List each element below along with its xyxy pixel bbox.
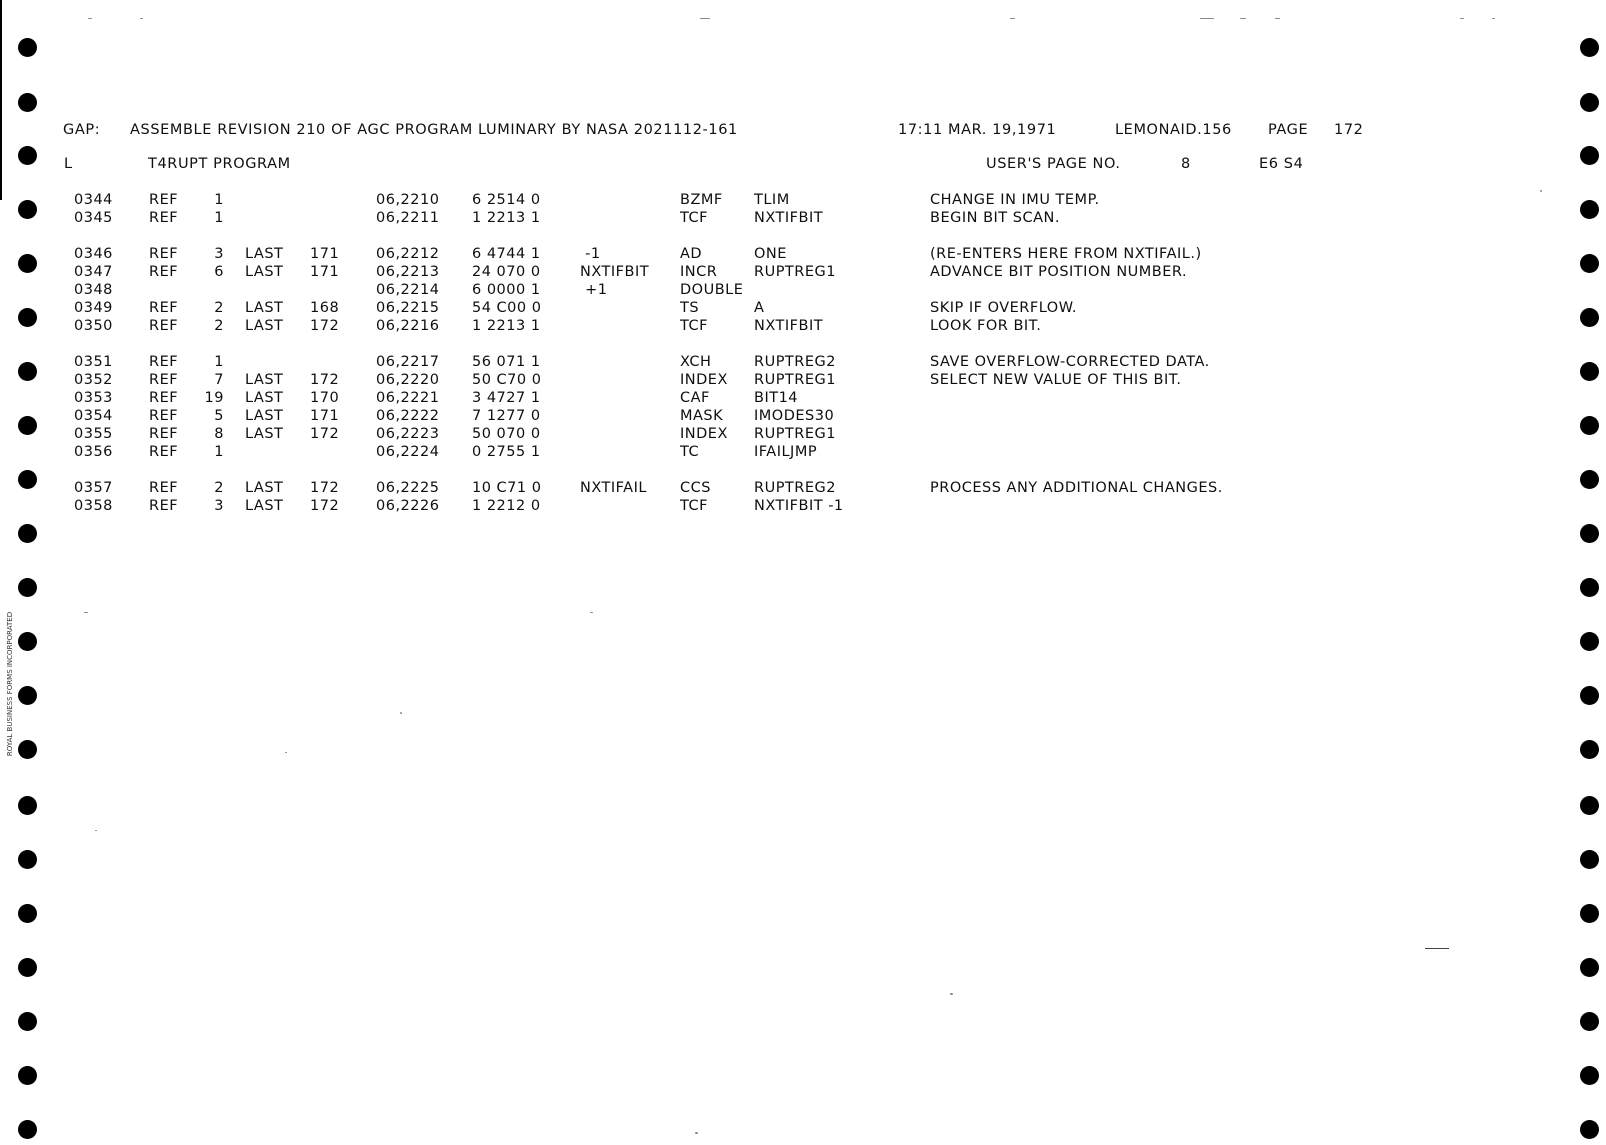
cell-addr: 06,2222 <box>376 408 440 424</box>
listing-row <box>0 407 1606 425</box>
left-tractor-holes <box>18 0 42 1145</box>
cell-line: 0350 <box>74 318 113 334</box>
section-title: T4RUPT PROGRAM <box>148 156 291 172</box>
tractor-hole <box>1580 1120 1599 1139</box>
cell-addr: 06,2220 <box>376 372 440 388</box>
tractor-hole <box>1580 850 1599 869</box>
speck <box>1492 18 1495 19</box>
cell-comment: CHANGE IN IMU TEMP. <box>930 192 1100 208</box>
tractor-hole <box>1580 1012 1599 1031</box>
cell-ref: REF <box>149 264 179 280</box>
cell-op: INDEX <box>680 426 728 442</box>
cell-operand: IMODES30 <box>754 408 835 424</box>
cell-operand: A <box>754 300 765 316</box>
cell-addr: 06,2221 <box>376 390 440 406</box>
cell-op: TCF <box>680 210 708 226</box>
listing-row <box>0 317 1606 335</box>
cell-word: 50 C70 0 <box>472 372 542 388</box>
cell-count: 2 <box>214 480 224 496</box>
speck <box>88 18 92 19</box>
cell-count: 19 <box>204 390 224 406</box>
listing-row <box>0 263 1606 281</box>
cell-ref: REF <box>149 444 179 460</box>
listing-row <box>0 443 1606 461</box>
cell-addr: 06,2223 <box>376 426 440 442</box>
cell-operand: RUPTREG1 <box>754 264 836 280</box>
tractor-hole <box>18 1066 37 1085</box>
cell-count: 1 <box>214 444 224 460</box>
speck <box>1010 18 1015 19</box>
cell-op: TC <box>680 444 700 460</box>
cell-count: 1 <box>214 210 224 226</box>
cell-ref: REF <box>149 192 179 208</box>
cell-count: 8 <box>214 426 224 442</box>
listing-row <box>0 191 1606 209</box>
cell-word: 6 0000 1 <box>472 282 541 298</box>
cell-operand: TLIM <box>754 192 790 208</box>
listing-row <box>0 281 1606 299</box>
listing-row <box>0 245 1606 263</box>
cell-comment: SELECT NEW VALUE OF THIS BIT. <box>930 372 1182 388</box>
tractor-hole <box>18 850 37 869</box>
cell-operand: RUPTREG1 <box>754 426 836 442</box>
assembly-line: ASSEMBLE REVISION 210 OF AGC PROGRAM LUMINARY BY NASA 2021112-161 <box>130 122 738 138</box>
section-code: E6 S4 <box>1259 156 1304 172</box>
cell-label: NXTIFBIT <box>580 264 650 280</box>
cell-lastpg: 171 <box>310 264 340 280</box>
tractor-hole <box>1580 93 1599 112</box>
cell-lastpg: 170 <box>310 390 340 406</box>
speck <box>95 830 97 831</box>
cell-count: 3 <box>214 246 224 262</box>
cell-word: 7 1277 0 <box>472 408 541 424</box>
cell-operand: IFAILJMP <box>754 444 818 460</box>
cell-ref: REF <box>149 210 179 226</box>
cell-comment: SAVE OVERFLOW-CORRECTED DATA. <box>930 354 1210 370</box>
cell-line: 0351 <box>74 354 113 370</box>
cell-word: 1 2213 1 <box>472 210 541 226</box>
cell-operand: NXTIFBIT <box>754 210 824 226</box>
cell-count: 1 <box>214 192 224 208</box>
cell-label: -1 <box>580 246 601 262</box>
cell-line: 0347 <box>74 264 113 280</box>
cell-operand: NXTIFBIT <box>754 318 824 334</box>
listing-row <box>0 389 1606 407</box>
stray-mark <box>1425 948 1449 949</box>
tractor-hole <box>1580 524 1599 543</box>
speck <box>140 18 143 19</box>
tractor-hole <box>1580 578 1599 597</box>
listing-timestamp: 17:11 MAR. 19,1971 <box>898 122 1057 138</box>
cell-addr: 06,2226 <box>376 498 440 514</box>
speck <box>950 993 953 995</box>
cell-word: 0 2755 1 <box>472 444 541 460</box>
cell-line: 0357 <box>74 480 113 496</box>
cell-lastpg: 172 <box>310 498 340 514</box>
cell-word: 10 C71 0 <box>472 480 542 496</box>
cell-ref: REF <box>149 300 179 316</box>
speck <box>1240 18 1246 19</box>
cell-op: AD <box>680 246 703 262</box>
tractor-hole <box>18 1120 37 1139</box>
cell-count: 6 <box>214 264 224 280</box>
page-number: 172 <box>1334 122 1364 138</box>
cell-line: 0345 <box>74 210 113 226</box>
cell-ref: REF <box>149 390 179 406</box>
cell-lastpg: 172 <box>310 372 340 388</box>
left-edge-mark <box>0 0 2 200</box>
cell-line: 0344 <box>74 192 113 208</box>
cell-word: 56 071 1 <box>472 354 541 370</box>
cell-word: 1 2212 0 <box>472 498 541 514</box>
cell-ref: REF <box>149 246 179 262</box>
cell-word: 50 070 0 <box>472 426 541 442</box>
cell-operand: NXTIFBIT -1 <box>754 498 844 514</box>
cell-last: LAST <box>245 246 284 262</box>
cell-label: +1 <box>580 282 608 298</box>
cell-lastpg: 171 <box>310 246 340 262</box>
cell-op: INCR <box>680 264 718 280</box>
cell-count: 1 <box>214 354 224 370</box>
cell-count: 2 <box>214 300 224 316</box>
tractor-hole <box>1580 686 1599 705</box>
listing-row <box>0 353 1606 371</box>
cell-ref: REF <box>149 372 179 388</box>
cell-comment: ADVANCE BIT POSITION NUMBER. <box>930 264 1188 280</box>
tractor-hole <box>18 38 37 57</box>
users-page-number: 8 <box>1181 156 1191 172</box>
cell-last: LAST <box>245 390 284 406</box>
cell-operand: ONE <box>754 246 787 262</box>
cell-op: CAF <box>680 390 710 406</box>
cell-op: CCS <box>680 480 711 496</box>
tractor-hole <box>18 796 37 815</box>
listing-row <box>0 209 1606 227</box>
tractor-hole <box>18 93 37 112</box>
cell-addr: 06,2216 <box>376 318 440 334</box>
cell-addr: 06,2214 <box>376 282 440 298</box>
listing-row <box>0 425 1606 443</box>
tractor-hole <box>1580 146 1599 165</box>
cell-word: 3 4727 1 <box>472 390 541 406</box>
cell-op: TCF <box>680 318 708 334</box>
cell-operand: RUPTREG2 <box>754 480 836 496</box>
tractor-hole <box>18 904 37 923</box>
tractor-hole <box>1580 1066 1599 1085</box>
cell-line: 0355 <box>74 426 113 442</box>
cell-last: LAST <box>245 408 284 424</box>
speck <box>1460 18 1464 19</box>
speck <box>285 752 287 753</box>
cell-word: 1 2213 1 <box>472 318 541 334</box>
cell-op: BZMF <box>680 192 723 208</box>
tractor-hole <box>1580 632 1599 651</box>
tractor-hole <box>18 578 37 597</box>
cell-line: 0356 <box>74 444 113 460</box>
cell-ref: REF <box>149 480 179 496</box>
listing-row <box>0 497 1606 515</box>
cell-ref: REF <box>149 318 179 334</box>
cell-count: 5 <box>214 408 224 424</box>
cell-op: INDEX <box>680 372 728 388</box>
tractor-hole <box>18 146 37 165</box>
cell-addr: 06,2215 <box>376 300 440 316</box>
cell-comment: (RE-ENTERS HERE FROM NXTIFAIL.) <box>930 246 1202 262</box>
speck <box>695 1132 698 1134</box>
page-label: PAGE <box>1268 122 1309 138</box>
cell-op: TS <box>680 300 700 316</box>
tractor-hole <box>1580 958 1599 977</box>
cell-last: LAST <box>245 372 284 388</box>
cell-operand: RUPTREG2 <box>754 354 836 370</box>
cell-comment: PROCESS ANY ADDITIONAL CHANGES. <box>930 480 1223 496</box>
cell-count: 3 <box>214 498 224 514</box>
cell-last: LAST <box>245 264 284 280</box>
tractor-hole <box>18 740 37 759</box>
cell-addr: 06,2210 <box>376 192 440 208</box>
cell-count: 7 <box>214 372 224 388</box>
cell-line: 0354 <box>74 408 113 424</box>
form-printer-imprint: ROYAL BUSINESS FORMS INCORPORATED <box>6 611 14 757</box>
cell-ref: REF <box>149 426 179 442</box>
cell-ref: REF <box>149 354 179 370</box>
cell-comment: BEGIN BIT SCAN. <box>930 210 1060 226</box>
tractor-hole <box>1580 38 1599 57</box>
cell-word: 54 C00 0 <box>472 300 542 316</box>
listing-row <box>0 479 1606 497</box>
cell-line: 0348 <box>74 282 113 298</box>
cell-lastpg: 171 <box>310 408 340 424</box>
cell-word: 24 070 0 <box>472 264 541 280</box>
cell-op: TCF <box>680 498 708 514</box>
cell-word: 6 4744 1 <box>472 246 541 262</box>
tractor-hole <box>18 632 37 651</box>
cell-ref: REF <box>149 498 179 514</box>
log-letter: L <box>64 156 73 172</box>
cell-addr: 06,2224 <box>376 444 440 460</box>
cell-addr: 06,2213 <box>376 264 440 280</box>
cell-op: MASK <box>680 408 724 424</box>
cell-addr: 06,2211 <box>376 210 440 226</box>
cell-label: NXTIFAIL <box>580 480 647 496</box>
right-tractor-holes <box>1580 0 1604 1145</box>
tractor-hole <box>18 686 37 705</box>
cell-operand: RUPTREG1 <box>754 372 836 388</box>
cell-last: LAST <box>245 498 284 514</box>
cell-addr: 06,2217 <box>376 354 440 370</box>
cell-line: 0349 <box>74 300 113 316</box>
cell-last: LAST <box>245 300 284 316</box>
cell-line: 0346 <box>74 246 113 262</box>
cell-last: LAST <box>245 318 284 334</box>
cell-comment: SKIP IF OVERFLOW. <box>930 300 1077 316</box>
header-prefix: GAP: <box>63 122 101 138</box>
cell-addr: 06,2212 <box>376 246 440 262</box>
speck <box>1275 18 1280 19</box>
speck <box>590 612 593 613</box>
cell-lastpg: 172 <box>310 318 340 334</box>
speck <box>700 18 710 19</box>
cell-ref: REF <box>149 408 179 424</box>
cell-op: DOUBLE <box>680 282 744 298</box>
tractor-hole <box>18 1012 37 1031</box>
speck <box>84 612 88 613</box>
cell-line: 0353 <box>74 390 113 406</box>
cell-lastpg: 172 <box>310 480 340 496</box>
listing-row <box>0 299 1606 317</box>
listing-row <box>0 371 1606 389</box>
tractor-hole <box>1580 904 1599 923</box>
cell-lastpg: 168 <box>310 300 340 316</box>
tractor-hole <box>1580 796 1599 815</box>
tractor-hole <box>18 958 37 977</box>
cell-addr: 06,2225 <box>376 480 440 496</box>
tractor-hole <box>18 524 37 543</box>
speck <box>400 712 402 714</box>
cell-line: 0352 <box>74 372 113 388</box>
listing-id: LEMONAID.156 <box>1115 122 1232 138</box>
cell-op: XCH <box>680 354 712 370</box>
tractor-hole <box>1580 740 1599 759</box>
cell-operand: BIT14 <box>754 390 799 406</box>
speck <box>1200 18 1214 19</box>
cell-word: 6 2514 0 <box>472 192 541 208</box>
cell-last: LAST <box>245 480 284 496</box>
cell-last: LAST <box>245 426 284 442</box>
cell-comment: LOOK FOR BIT. <box>930 318 1042 334</box>
cell-count: 2 <box>214 318 224 334</box>
users-page-label: USER'S PAGE NO. <box>986 156 1121 172</box>
cell-lastpg: 172 <box>310 426 340 442</box>
cell-line: 0358 <box>74 498 113 514</box>
